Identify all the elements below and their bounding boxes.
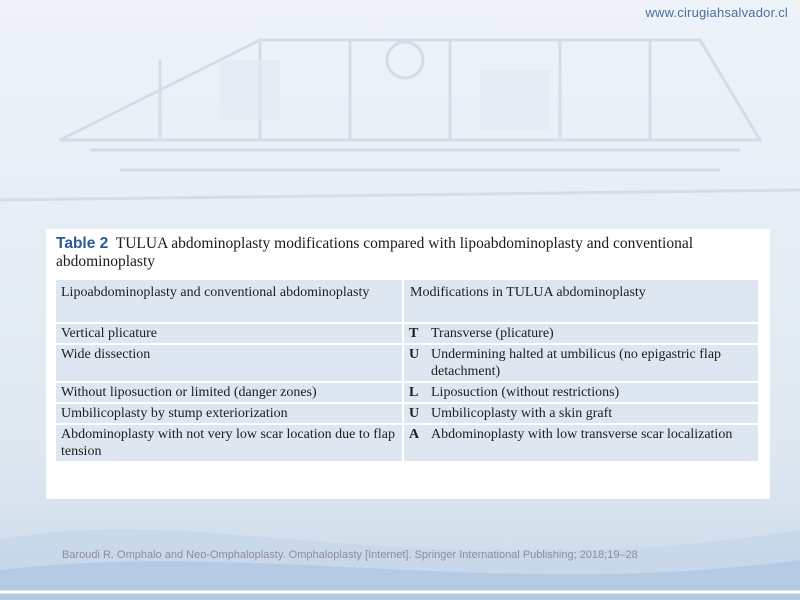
- table-header-row: [56, 280, 758, 324]
- cell-modification: Transverse (plicature): [426, 324, 758, 345]
- cell-modification: Undermining halted at umbilicus (no epigastric flap detachment): [426, 345, 758, 383]
- table-figure: [46, 229, 770, 499]
- cell-letter: T: [404, 324, 426, 345]
- table-row: [56, 404, 758, 425]
- cell-modification: Abdominoplasty with low transverse scar localization: [426, 425, 758, 463]
- header-modifications: Modifications in TULUA abdominoplasty: [404, 280, 758, 324]
- table-caption-label: Table 2: [56, 235, 109, 252]
- cell-letter: U: [404, 404, 426, 425]
- cell-conventional: Wide dissection: [56, 345, 404, 383]
- cell-conventional: Umbilicoplasty by stump exteriorization: [56, 404, 404, 425]
- cell-conventional: Without liposuction or limited (danger zones): [56, 383, 404, 404]
- comparison-table: [56, 280, 758, 463]
- cell-letter: A: [404, 425, 426, 463]
- header-conventional: Lipoabdominoplasty and conventional abdominoplasty: [56, 280, 404, 324]
- table-caption: [56, 235, 756, 271]
- table-row: [56, 425, 758, 463]
- cell-modification: Liposuction (without restrictions): [426, 383, 758, 404]
- site-url[interactable]: www.cirugiahsalvador.cl: [645, 5, 788, 20]
- table-caption-text: TULUA abdominoplasty modifications compared with lipoabdominoplasty and conventional abdominoplasty: [56, 235, 694, 270]
- citation-reference: Baroudi R. Omphalo and Neo-Omphaloplasty. Omphaloplasty [Internet]. Springer International Publishing; 2018;19–28: [62, 549, 638, 561]
- table-row: [56, 345, 758, 383]
- cell-conventional: Abdominoplasty with not very low scar location due to flap tension: [56, 425, 404, 463]
- cell-modification: Umbilicoplasty with a skin graft: [426, 404, 758, 425]
- table-row: [56, 383, 758, 404]
- table-row: [56, 324, 758, 345]
- cell-conventional: Vertical plicature: [56, 324, 404, 345]
- cell-letter: L: [404, 383, 426, 404]
- cell-letter: U: [404, 345, 426, 383]
